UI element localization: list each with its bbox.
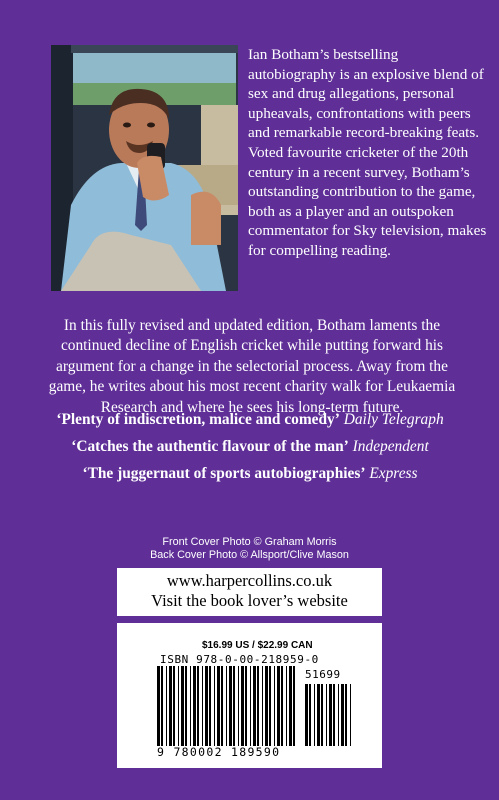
quote-source: Express [369, 465, 418, 482]
photo-credits [0, 536, 499, 561]
ean5-barcode [305, 684, 355, 746]
quote-source: Daily Telegraph [343, 411, 444, 428]
quote-text: ‘Catches the authentic flavour of the man’ [71, 438, 349, 455]
ean13-barcode [157, 666, 297, 746]
ean-addon-digits: 51699 [305, 668, 341, 681]
price-label: $16.99 US / $22.99 CAN [202, 640, 313, 651]
front-cover-credit: Front Cover Photo © Graham Morris [162, 536, 337, 548]
review-quote [30, 464, 470, 484]
website-url: www.harpercollins.co.uk [166, 571, 333, 590]
quote-text: ‘Plenty of indiscretion, malice and comedy’ [56, 411, 340, 428]
back-cover-credit: Back Cover Photo © Allsport/Clive Mason [150, 548, 349, 561]
review-quote [30, 410, 470, 430]
review-quotes [30, 410, 470, 491]
website-tagline: Visit the book lover’s website [151, 591, 348, 610]
quote-text: ‘The juggernaut of sports autobiographies’ [82, 465, 366, 482]
author-blurb: Ian Botham’s bestselling autobiography is an explosive blend of sex and drug allegations, personal upheavals, confrontations with peers and remarkable record-breaking feats. Voted favourite cricketer of the 20th century in a recent survey, Botham’s outstanding contribution to the game, both as a player and an outspoken commentator for Sky television, makes for compelling reading. [248, 46, 487, 259]
ean-digits: 9 780002 189590 [157, 745, 281, 759]
isbn-label: ISBN 978-0-00-218959-0 [160, 653, 319, 666]
cover-photo-commentator [51, 45, 238, 291]
quote-source: Independent [352, 438, 429, 455]
website-box [117, 568, 382, 616]
barcode-box [117, 623, 382, 768]
edition-paragraph: In this fully revised and updated edition, Botham laments the continued decline of English cricket while putting forward his argument for a change in the selectorial process. Away from the game, he writes about his most recent charity walk for Leukaemia Research and where he sees his long-term future. [48, 317, 456, 416]
review-quote [30, 437, 470, 457]
